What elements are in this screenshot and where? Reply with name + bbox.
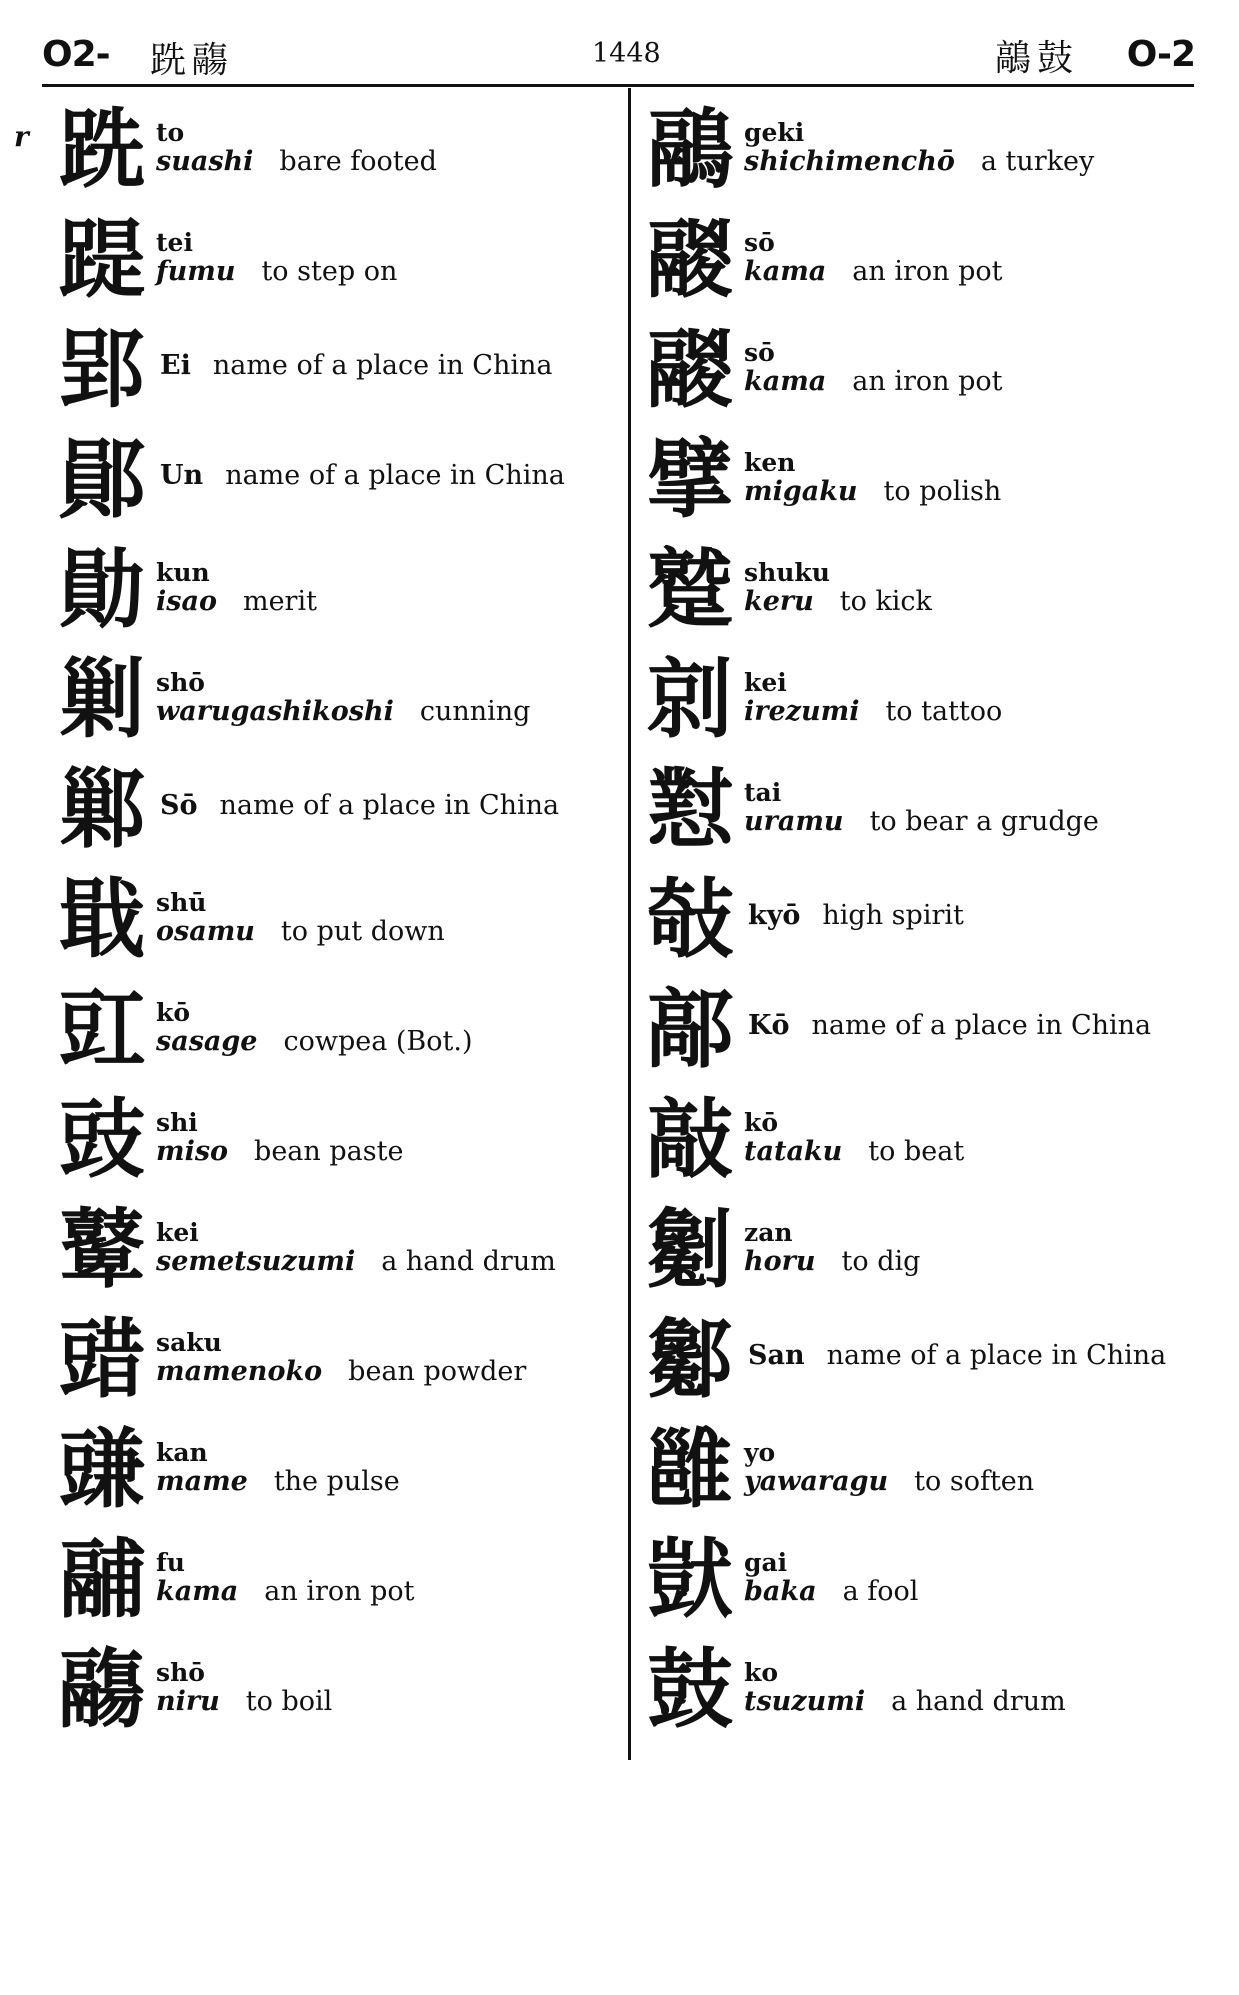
entry-gloss: a turkey xyxy=(980,146,1095,177)
entry-reading: kyō xyxy=(748,900,801,931)
entry-word: horu xyxy=(744,1246,816,1277)
entry-kanji: 擘 xyxy=(647,430,733,530)
entry-kanji: 剠 xyxy=(647,650,733,750)
dictionary-entry xyxy=(52,540,612,650)
entry-word: migaku xyxy=(744,476,858,507)
dictionary-entry xyxy=(640,650,1230,760)
entry-line xyxy=(748,1010,1151,1041)
entry-word: fumu xyxy=(156,256,236,287)
entry-word-line xyxy=(744,1246,920,1277)
dictionary-entry xyxy=(640,430,1230,540)
entry-line xyxy=(748,1340,1166,1371)
column-divider xyxy=(628,88,631,1760)
dictionary-entry xyxy=(52,1420,612,1530)
entry-gloss: to step on xyxy=(261,256,398,287)
entry-reading: shuku xyxy=(744,558,830,587)
header-rule xyxy=(42,84,1194,87)
entry-reading: Sō xyxy=(160,790,198,821)
dictionary-entry xyxy=(52,870,612,980)
entry-kanji: 鼓 xyxy=(647,1640,733,1740)
dictionary-entry xyxy=(52,1310,612,1420)
entry-gloss: cowpea (Bot.) xyxy=(283,1026,473,1057)
entry-word-line xyxy=(744,256,1003,287)
entry-word-line xyxy=(156,1026,472,1057)
entry-gloss: to bear a grudge xyxy=(869,806,1099,837)
dictionary-entry xyxy=(52,1200,612,1310)
entry-word-line xyxy=(156,146,437,177)
entry-reading: shō xyxy=(156,668,205,697)
entry-gloss: high spirit xyxy=(822,900,964,931)
left-header-kanji: 跣鬺 xyxy=(150,40,235,81)
right-header-code: O-2 xyxy=(1126,34,1195,75)
entry-reading: San xyxy=(748,1340,805,1371)
entry-word: tsuzumi xyxy=(744,1686,866,1717)
entry-word: miso xyxy=(156,1136,229,1167)
entry-word-line xyxy=(156,1466,400,1497)
entry-word: kama xyxy=(744,256,827,287)
entry-kanji: 鄖 xyxy=(59,430,145,530)
dictionary-entry xyxy=(640,100,1230,210)
entry-reading: Un xyxy=(160,460,204,491)
entry-kanji: 豉 xyxy=(59,1090,145,1190)
entry-word-line xyxy=(156,1576,415,1607)
dictionary-entry xyxy=(52,320,612,430)
entry-kanji: 跣 xyxy=(59,100,145,200)
entry-kanji: 鬷 xyxy=(647,320,733,420)
entry-gloss: bare footed xyxy=(279,146,437,177)
entry-word-line xyxy=(744,1686,1066,1717)
entry-gloss: name of a place in China xyxy=(225,460,565,491)
entry-gloss: to kick xyxy=(839,586,932,617)
entry-kanji: 鬺 xyxy=(59,1640,145,1740)
dictionary-entry xyxy=(52,210,612,320)
entry-word: keru xyxy=(744,586,814,617)
entry-reading: fu xyxy=(156,1548,185,1577)
entry-kanji: 鬴 xyxy=(59,1530,145,1630)
entry-word: tataku xyxy=(744,1136,843,1167)
entry-kanji: 豏 xyxy=(59,1420,145,1520)
entry-word: niru xyxy=(156,1686,220,1717)
entry-word: uramu xyxy=(744,806,844,837)
entry-reading: Kō xyxy=(748,1010,790,1041)
entry-gloss: name of a place in China xyxy=(826,1340,1167,1371)
entry-word: kama xyxy=(156,1576,239,1607)
entry-word: irezumi xyxy=(744,696,860,727)
entry-kanji: 獃 xyxy=(647,1530,733,1630)
entry-word-line xyxy=(744,1136,964,1167)
entry-kanji: 勛 xyxy=(59,540,145,640)
entry-gloss: a hand drum xyxy=(891,1686,1066,1717)
entry-kanji: 踶 xyxy=(59,210,145,310)
entry-reading: kei xyxy=(744,668,787,697)
entry-kanji: 劖 xyxy=(647,1200,733,1300)
dictionary-entry xyxy=(640,540,1230,650)
entry-word-line xyxy=(744,696,1002,727)
entry-word: baka xyxy=(744,1576,817,1607)
entry-line xyxy=(748,900,964,931)
dictionary-entry xyxy=(640,1640,1230,1750)
entry-gloss: to put down xyxy=(280,916,445,947)
entry-word-line xyxy=(156,1246,556,1277)
entry-word-line xyxy=(156,696,530,727)
entry-kanji: 䜺 xyxy=(59,1310,145,1410)
entry-reading: shū xyxy=(156,888,207,917)
entry-word-line xyxy=(156,1136,403,1167)
right-header-kanji: 鶮鼓 xyxy=(995,38,1080,79)
entry-word: mamenoko xyxy=(156,1356,323,1387)
entry-kanji: 雝 xyxy=(647,1420,733,1520)
entry-gloss: cunning xyxy=(419,696,531,727)
dictionary-entry xyxy=(52,760,612,870)
dictionary-entry xyxy=(52,1090,612,1200)
entry-kanji: 鷊 xyxy=(647,100,733,200)
entry-reading: kō xyxy=(744,1108,778,1137)
entry-reading: kan xyxy=(156,1438,208,1467)
entry-kanji: 酁 xyxy=(647,1310,733,1410)
entry-reading: geki xyxy=(744,118,805,147)
entry-gloss: bean paste xyxy=(254,1136,404,1167)
entry-word: mame xyxy=(156,1466,248,1497)
dictionary-entry xyxy=(640,870,1230,980)
entry-kanji: 剿 xyxy=(59,650,145,750)
entry-gloss: to dig xyxy=(841,1246,921,1277)
entry-gloss: an iron pot xyxy=(264,1576,415,1607)
page-number: 1448 xyxy=(592,38,661,69)
entry-line xyxy=(160,460,565,491)
entry-gloss: to soften xyxy=(914,1466,1035,1497)
dictionary-entry xyxy=(640,980,1230,1090)
entry-word-line xyxy=(156,916,445,947)
entry-kanji: 懟 xyxy=(647,760,733,860)
entry-gloss: a fool xyxy=(842,1576,919,1607)
entry-word: kama xyxy=(744,366,827,397)
entry-gloss: name of a place in China xyxy=(811,1010,1152,1041)
dictionary-entry xyxy=(640,760,1230,870)
dictionary-entry xyxy=(52,1530,612,1640)
entry-gloss: the pulse xyxy=(273,1466,400,1497)
entry-word: suashi xyxy=(156,146,254,177)
entry-gloss: name of a place in China xyxy=(212,350,553,381)
entry-gloss: to polish xyxy=(883,476,1002,507)
dictionary-entry xyxy=(640,1200,1230,1310)
dictionary-entry xyxy=(52,980,612,1090)
margin-mark: r xyxy=(14,120,29,153)
left-header-code: O2- xyxy=(42,34,110,75)
entry-reading: kun xyxy=(156,558,210,587)
entry-word-line xyxy=(744,146,1094,177)
entry-word: osamu xyxy=(156,916,255,947)
entry-word: semetsuzumi xyxy=(156,1246,356,1277)
dictionary-entry xyxy=(640,320,1230,430)
entry-gloss: to boil xyxy=(245,1686,333,1717)
entry-word-line xyxy=(744,476,1001,507)
entry-word-line xyxy=(156,256,397,287)
entry-reading: sō xyxy=(744,338,775,367)
entry-word: sasage xyxy=(156,1026,258,1057)
entry-reading: tei xyxy=(156,228,193,257)
entry-reading: yo xyxy=(744,1438,776,1467)
entry-gloss: bean powder xyxy=(348,1356,527,1387)
entry-word: warugashikoshi xyxy=(156,696,394,727)
entry-reading: ko xyxy=(744,1658,778,1687)
entry-word-line xyxy=(744,806,1099,837)
entry-reading: shō xyxy=(156,1658,205,1687)
entry-reading: shi xyxy=(156,1108,198,1137)
entry-reading: ken xyxy=(744,448,796,477)
entry-word-line xyxy=(744,1576,918,1607)
entry-word-line xyxy=(744,586,932,617)
entry-reading: saku xyxy=(156,1328,222,1357)
entry-gloss: an iron pot xyxy=(852,256,1003,287)
dictionary-entry xyxy=(640,210,1230,320)
dictionary-entry xyxy=(640,1420,1230,1530)
dictionary-entry xyxy=(52,1640,612,1750)
entry-kanji: 蹵 xyxy=(647,540,733,640)
entry-reading: zan xyxy=(744,1218,793,1247)
entry-kanji: 鬷 xyxy=(647,210,733,310)
entry-word-line xyxy=(156,586,317,617)
entry-kanji: 郢 xyxy=(59,320,145,420)
dictionary-entry xyxy=(52,650,612,760)
entry-reading: to xyxy=(156,118,185,147)
dictionary-entry xyxy=(640,1310,1230,1420)
entry-reading: gai xyxy=(744,1548,788,1577)
dictionary-entry xyxy=(52,430,612,540)
entry-word-line xyxy=(156,1356,526,1387)
entry-kanji: 戢 xyxy=(59,870,145,970)
entry-gloss: to tattoo xyxy=(885,696,1003,727)
entry-kanji: 鼙 xyxy=(59,1200,145,1300)
entry-gloss: name of a place in China xyxy=(219,790,560,821)
entry-gloss: an iron pot xyxy=(852,366,1003,397)
entry-gloss: a hand drum xyxy=(381,1246,556,1277)
entry-word: yawaragu xyxy=(744,1466,889,1497)
entry-kanji: 敲 xyxy=(647,1090,733,1190)
entry-gloss: to beat xyxy=(868,1136,965,1167)
entry-line xyxy=(160,350,552,381)
entry-kanji: 鄗 xyxy=(647,980,733,1080)
entry-word-line xyxy=(744,1466,1034,1497)
entry-line xyxy=(160,790,559,821)
entry-word: shichimenchō xyxy=(744,146,955,177)
entry-gloss: merit xyxy=(242,586,317,617)
entry-reading: kei xyxy=(156,1218,199,1247)
dictionary-entry xyxy=(52,100,612,210)
entry-word: isao xyxy=(156,586,217,617)
entry-kanji: 豇 xyxy=(59,980,145,1080)
entry-word-line xyxy=(156,1686,332,1717)
dictionary-entry xyxy=(640,1090,1230,1200)
entry-kanji: 敧 xyxy=(647,870,733,970)
dictionary-entry xyxy=(640,1530,1230,1640)
entry-reading: Ei xyxy=(160,350,191,381)
entry-reading: kō xyxy=(156,998,190,1027)
entry-kanji: 鄛 xyxy=(59,760,145,860)
entry-word-line xyxy=(744,366,1003,397)
entry-reading: tai xyxy=(744,778,782,807)
entry-reading: sō xyxy=(744,228,775,257)
